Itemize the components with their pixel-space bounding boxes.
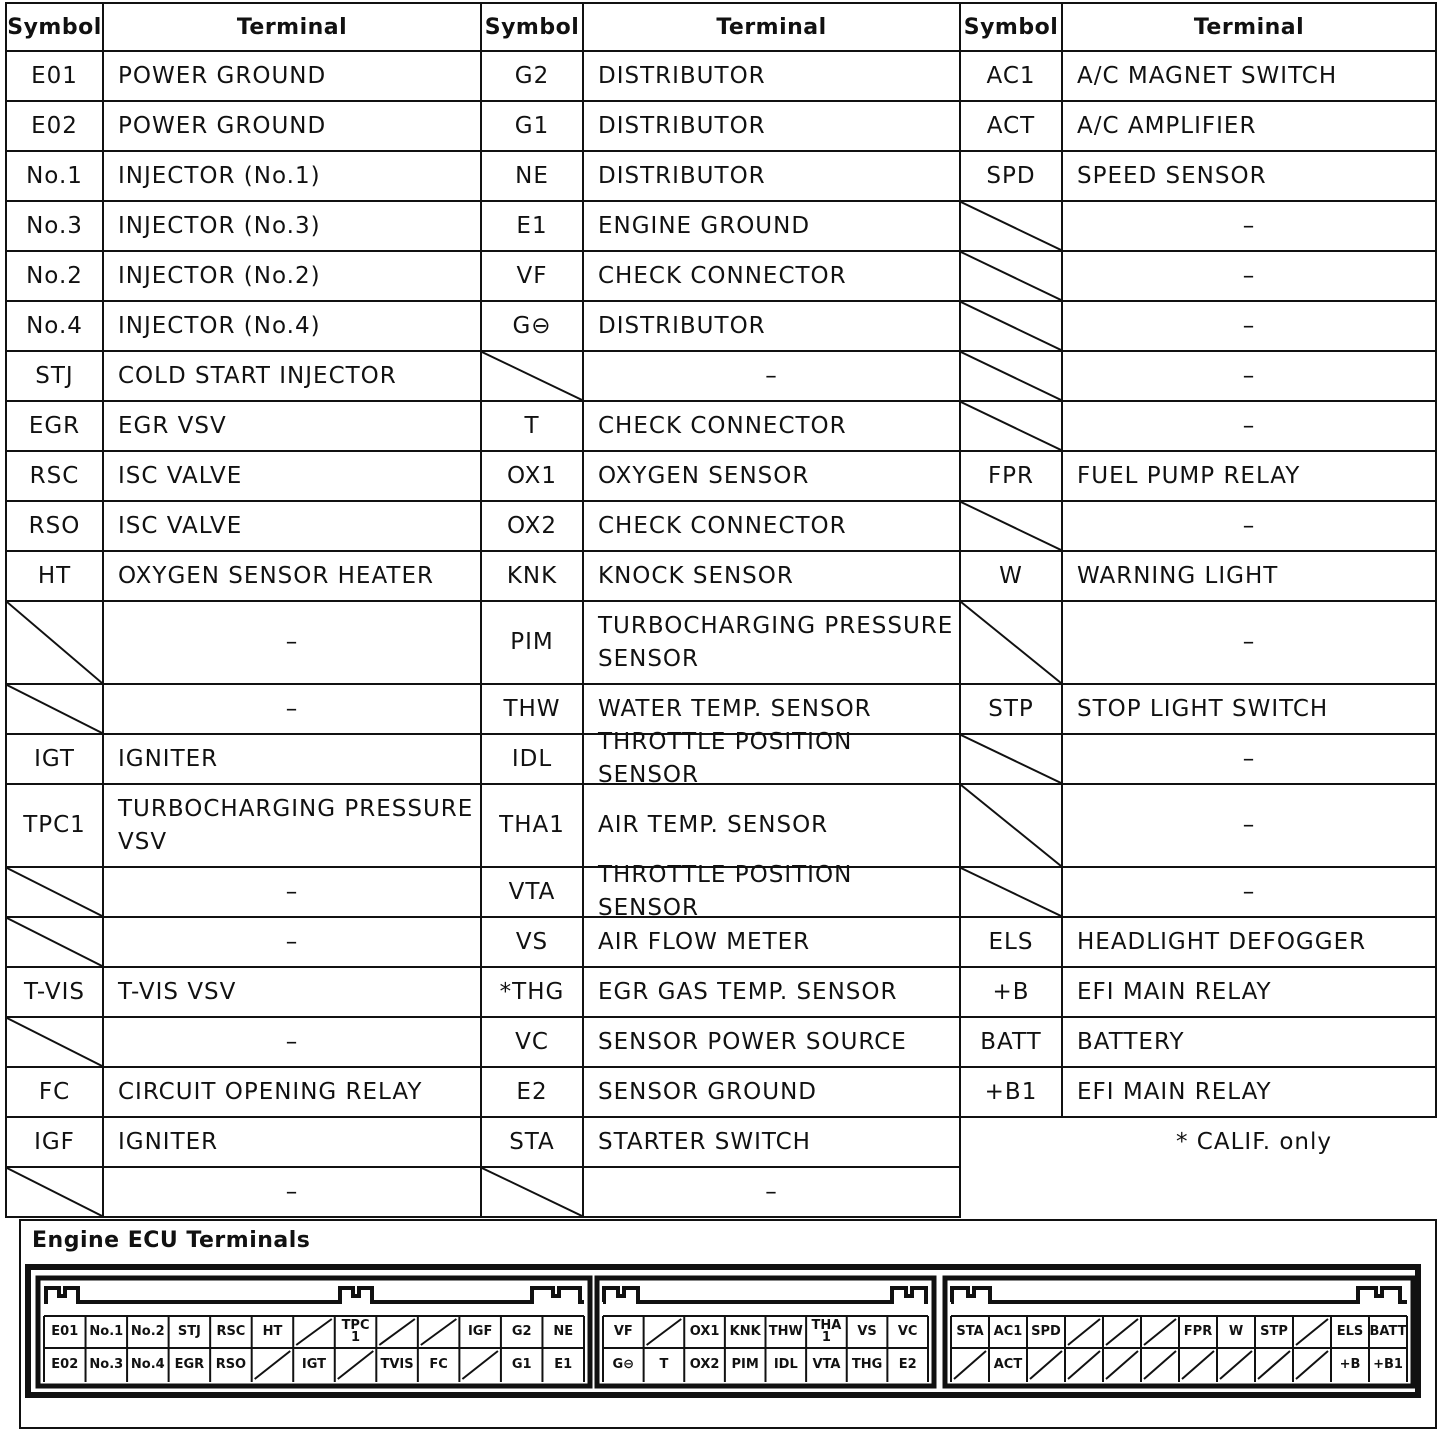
connector-pin: E2 [898,1357,917,1372]
terminal-cell: – [104,1018,482,1068]
symbol-cell: FC [5,1068,104,1118]
connector-pin: E1 [554,1357,573,1372]
terminal-cell: WARNING LIGHT [1063,552,1437,602]
connector-pin: STJ [177,1324,201,1339]
connector-pin: BATT [1369,1324,1407,1339]
symbol-cell: STJ [5,352,104,402]
connector-pin: VC [897,1324,918,1339]
header-terminal: Terminal [1063,2,1437,52]
terminal-cell: AIR TEMP. SENSOR [584,785,961,868]
connector-pin: G1 [511,1357,532,1372]
symbol-cell: STP [961,685,1063,735]
terminal-cell: – [1063,735,1437,785]
terminal-cell: EGR VSV [104,402,482,452]
terminal-cell: ISC VALVE [104,502,482,552]
symbol-cell: E1 [482,202,584,252]
symbol-cell: VF [482,252,584,302]
symbol-cell: NE [482,152,584,202]
terminal-cell: – [104,868,482,918]
symbol-cell: SPD [961,152,1063,202]
symbol-cell: RSC [5,452,104,502]
symbol-cell: G1 [482,102,584,152]
terminal-cell: DISTRIBUTOR [584,152,961,202]
pin-unused-slash [1030,1351,1062,1379]
terminal-cell: POWER GROUND [104,102,482,152]
connector-pin: IGT [301,1357,327,1372]
connector-pin: HT [262,1324,283,1339]
pin-unused-slash [255,1351,291,1379]
terminal-cell: EFI MAIN RELAY [1063,1068,1437,1118]
symbol-cell: IGF [5,1118,104,1168]
terminal-cell: DISTRIBUTOR [584,302,961,352]
pin-unused-slash [1106,1319,1138,1345]
terminal-cell: DISTRIBUTOR [584,52,961,102]
header-terminal: Terminal [104,2,482,52]
symbol-cell: IDL [482,735,584,785]
header-symbol: Symbol [5,2,104,52]
pin-unused-slash [1144,1319,1176,1345]
connector-pin: G2 [511,1324,532,1339]
symbol-cell: +B [961,968,1063,1018]
pin-unused-slash [1068,1319,1100,1345]
symbol-cell: ELS [961,918,1063,968]
pin-unused-slash [1220,1351,1252,1379]
terminal-cell: STOP LIGHT SWITCH [1063,685,1437,735]
connector-pin: FPR [1183,1324,1213,1339]
terminal-cell: – [1063,868,1437,918]
pin-unused-slash [954,1351,986,1379]
connector-pin: E02 [51,1357,79,1372]
terminal-cell: POWER GROUND [104,52,482,102]
symbol-cell: TPC1 [5,785,104,868]
symbol-cell: KNK [482,552,584,602]
header-symbol: Symbol [482,2,584,52]
symbol-cell: E2 [482,1068,584,1118]
connector-pin: VS [857,1324,877,1339]
symbol-cell: THA1 [482,785,584,868]
pin-unused-slash [421,1319,457,1345]
terminal-cell: INJECTOR (No.1) [104,152,482,202]
terminal-cell: – [1063,602,1437,685]
terminal-cell: – [584,1168,961,1218]
connector-pin: No.1 [89,1324,124,1339]
symbol-cell: VS [482,918,584,968]
terminal-cell: OXYGEN SENSOR [584,452,961,502]
symbol-cell: THW [482,685,584,735]
symbol-cell: OX1 [482,452,584,502]
terminal-cell: INJECTOR (No.4) [104,302,482,352]
terminal-cell: AIR FLOW METER [584,918,961,968]
terminal-cell: KNOCK SENSOR [584,552,961,602]
terminal-cell: – [104,602,482,685]
connector-caption: Engine ECU Terminals [32,1228,311,1253]
terminal-cell: WATER TEMP. SENSOR [584,685,961,735]
terminal-cell: A/C AMPLIFIER [1063,102,1437,152]
connector-pin: T [659,1357,669,1372]
symbol-cell: No.1 [5,152,104,202]
symbol-cell: RSO [5,502,104,552]
symbol-cell: *THG [482,968,584,1018]
pin-unused-slash [296,1319,332,1345]
symbol-cell: G⊖ [482,302,584,352]
terminal-cell: COLD START INJECTOR [104,352,482,402]
symbol-cell: VC [482,1018,584,1068]
symbol-cell: G2 [482,52,584,102]
terminal-cell: – [1063,402,1437,452]
connector-pin: STP [1260,1324,1288,1339]
symbol-cell: T-VIS [5,968,104,1018]
pin-unused-slash [1144,1351,1176,1379]
terminal-cell: – [584,352,961,402]
terminal-cell: EGR GAS TEMP. SENSOR [584,968,961,1018]
terminal-cell: SPEED SENSOR [1063,152,1437,202]
terminal-cell: HEADLIGHT DEFOGGER [1063,918,1437,968]
terminal-cell: – [104,918,482,968]
terminal-cell: IGNITER [104,735,482,785]
symbol-cell: No.2 [5,252,104,302]
terminal-cell: THROTTLE POSITION SENSOR [584,735,961,785]
terminal-cell: – [104,1168,482,1218]
pin-unused-slash [1182,1351,1214,1379]
footnote: * CALIF. only [1176,1129,1333,1155]
terminal-cell: INJECTOR (No.3) [104,202,482,252]
pin-unused-slash [647,1319,682,1345]
symbol-cell: STA [482,1118,584,1168]
connector-pin: ELS [1336,1324,1364,1339]
terminal-cell: FUEL PUMP RELAY [1063,452,1437,502]
symbol-cell: E02 [5,102,104,152]
terminal-cell: CHECK CONNECTOR [584,252,961,302]
connector-pin: NE [553,1324,574,1339]
pin-unused-slash [338,1351,374,1379]
terminal-cell: SENSOR GROUND [584,1068,961,1118]
symbol-cell: AC1 [961,52,1063,102]
terminal-cell: BATTERY [1063,1018,1437,1068]
terminal-cell: OXYGEN SENSOR HEATER [104,552,482,602]
connector-pin: No.3 [89,1357,124,1372]
connector-key-notch [44,1288,584,1302]
connector-key-notch [603,1288,928,1302]
terminal-cell: INJECTOR (No.2) [104,252,482,302]
connector-pin: OX1 [689,1324,720,1339]
pin-unused-slash [1296,1351,1328,1379]
connector-pin: RSC [216,1324,246,1339]
terminal-cell: CHECK CONNECTOR [584,502,961,552]
symbol-cell: BATT [961,1018,1063,1068]
terminal-cell: CIRCUIT OPENING RELAY [104,1068,482,1118]
connector-pin: VF [613,1324,633,1339]
connector-pin: No.2 [130,1324,165,1339]
connector-pin: OX2 [689,1357,720,1372]
symbol-cell: IGT [5,735,104,785]
terminal-cell: ISC VALVE [104,452,482,502]
connector-pin: PIM [731,1357,759,1372]
connector-pin: +B [1339,1357,1361,1372]
pin-unused-slash [1068,1351,1100,1379]
terminal-cell: – [1063,202,1437,252]
symbol-cell: PIM [482,602,584,685]
connector-pin: KNK [729,1324,761,1339]
connector-pin: TPC 1 [341,1318,370,1345]
header-terminal: Terminal [584,2,961,52]
terminal-cell: – [104,685,482,735]
terminal-cell: – [1063,785,1437,868]
connector-key-notch [951,1288,1407,1302]
terminal-cell: THROTTLE POSITION SENSOR [584,868,961,918]
terminal-cell: – [1063,502,1437,552]
symbol-cell: VTA [482,868,584,918]
terminal-cell: ENGINE GROUND [584,202,961,252]
pin-unused-slash [1106,1351,1138,1379]
terminal-cell: T-VIS VSV [104,968,482,1018]
connector-pin: VTA [812,1357,841,1372]
connector-pin: SPD [1031,1324,1061,1339]
symbol-cell: E01 [5,52,104,102]
connector-pin: G⊖ [612,1357,635,1372]
terminal-cell: TURBOCHARGING PRESSURE SENSOR [584,602,961,685]
terminal-cell: TURBOCHARGING PRESSURE VSV [104,785,482,868]
pin-unused-slash [1258,1351,1290,1379]
terminal-cell: – [1063,352,1437,402]
pin-unused-slash [379,1319,415,1345]
terminal-cell: SENSOR POWER SOURCE [584,1018,961,1068]
pin-unused-slash [462,1351,498,1379]
connector-pin: No.4 [130,1357,165,1372]
terminal-cell: – [1063,302,1437,352]
connector-pin: STA [956,1324,984,1339]
terminal-cell: – [1063,252,1437,302]
connector-pin: THG [851,1357,883,1372]
symbol-cell: No.4 [5,302,104,352]
symbol-cell: OX2 [482,502,584,552]
symbol-cell: HT [5,552,104,602]
connector-pin: RSO [215,1357,247,1372]
terminal-cell: CHECK CONNECTOR [584,402,961,452]
symbol-cell: T [482,402,584,452]
connector-pin: THW [768,1324,803,1339]
symbol-cell: EGR [5,402,104,452]
symbol-cell: FPR [961,452,1063,502]
connector-pin: W [1228,1324,1244,1339]
connector-pin: FC [429,1357,448,1372]
pin-unused-slash [1296,1319,1328,1345]
terminal-cell: EFI MAIN RELAY [1063,968,1437,1018]
symbol-cell: +B1 [961,1068,1063,1118]
terminal-cell: DISTRIBUTOR [584,102,961,152]
connector-pin: IDL [773,1357,798,1372]
connector-pin: +B1 [1373,1357,1403,1372]
connector-pin: THA 1 [811,1318,842,1345]
terminal-cell: A/C MAGNET SWITCH [1063,52,1437,102]
connector-pin: IGF [467,1324,493,1339]
terminal-cell: STARTER SWITCH [584,1118,961,1168]
symbol-cell: W [961,552,1063,602]
header-symbol: Symbol [961,2,1063,52]
terminal-cell: IGNITER [104,1118,482,1168]
connector-pin: EGR [174,1357,205,1372]
connector-pin: E01 [51,1324,79,1339]
connector-pin: ACT [993,1357,1023,1372]
symbol-cell: ACT [961,102,1063,152]
connector-pin: TVIS [380,1357,414,1372]
connector-pin: AC1 [993,1324,1023,1339]
symbol-cell: No.3 [5,202,104,252]
